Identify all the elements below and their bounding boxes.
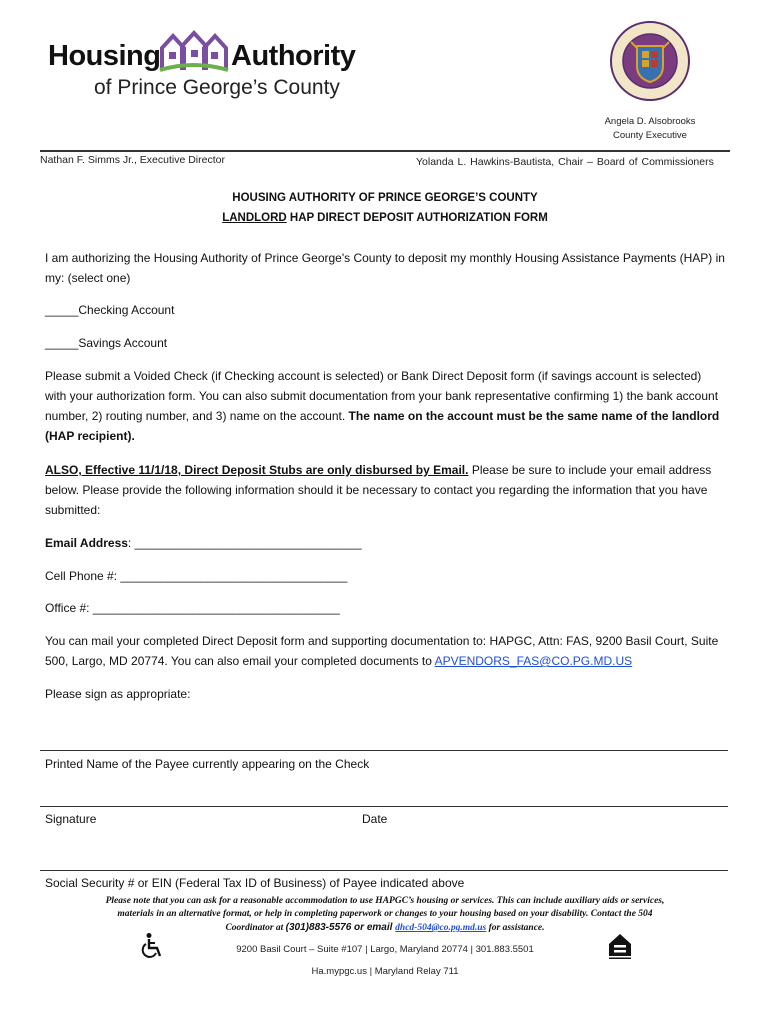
board-chair: Yolanda L. Hawkins-Bautista, Chair – Board of Commissioners [416, 156, 714, 168]
executive-director: Nathan F. Simms Jr., Executive Director [40, 154, 225, 166]
signature-label: Signature [45, 812, 97, 826]
also-rest: Please be sure to include your email address below. Please provide the following information should it be necessary to contact you regarding the information that you have submitted: [45, 463, 712, 517]
voided-check-paragraph [45, 366, 725, 446]
also-paragraph [45, 460, 725, 520]
footer-site: Ha.mypgc.us | Maryland Relay 711 [311, 966, 459, 977]
signature-line [40, 806, 728, 807]
houses-logo-icon [158, 30, 230, 76]
ssn-line [40, 870, 728, 871]
mail-paragraph [45, 631, 725, 671]
notice-line-3b: for assistance. [486, 923, 545, 933]
sign-prompt: Please sign as appropriate: [45, 687, 191, 701]
form-title-line-1: HOUSING AUTHORITY OF PRINCE GEORGE’S COUNTY [232, 192, 538, 204]
footer-address: 9200 Basil Court – Suite #107 | Largo, Maryland 20774 | 301.883.5501 [236, 944, 534, 955]
dhcd-504-email-link[interactable]: dhcd-504@co.pg.md.us [395, 923, 487, 933]
logo-word-authority: Authority [231, 40, 356, 72]
logo-subtitle: of Prince George’s County [94, 76, 340, 99]
form-title-line-2 [0, 208, 770, 228]
notice-phone: (301)883-5576 or email [285, 922, 396, 933]
notice-line-2: materials in an alternative format, or help in completing paperwork or changes to your housing based on your disability. Contact the 504 [117, 909, 653, 919]
notice-line-1: Please note that you can ask for a reasonable accommodation to use HAPGC’s housing or services. This can include auxiliary aids or services, [105, 896, 665, 906]
also-bold: ALSO, Effective 11/1/18, Direct Deposit Stubs are only disbursed by Email. [45, 463, 469, 477]
apvendors-email-link[interactable]: APVENDORS_FAS@CO.PG.MD.US [434, 654, 633, 668]
county-executive-title: County Executive [613, 130, 687, 141]
date-label: Date [362, 812, 388, 826]
title-rest: HAP DIRECT DEPOSIT AUTHORIZATION FORM [286, 212, 548, 224]
intro-paragraph: I am authorizing the Housing Authority of Prince George's County to deposit my monthly Housing Assistance Payments (HAP) in my: (select one) [45, 251, 725, 285]
county-executive-name: Angela D. Alsobrooks [604, 116, 696, 127]
cell-phone-field[interactable]: Cell Phone #: __________________________________ [45, 569, 348, 583]
title-landlord: LANDLORD [222, 212, 287, 224]
voided-check-text: Please submit a Voided Check (if Checking account is selected) or Bank Direct Deposit form (if savings account is selected) with your authorization form. You can also submit documentation from your bank representative confirming 1) the bank account number, 2) routing number, and 3) name on the account. [45, 369, 719, 423]
county-seal-icon [609, 20, 691, 102]
printed-name-label: Printed Name of the Payee currently appearing on the Check [45, 757, 370, 771]
form-title [0, 188, 770, 228]
accommodation-notice [40, 895, 730, 935]
notice-line-3a: Coordinator at [225, 923, 286, 933]
email-label: Email Address [45, 536, 128, 550]
header-divider [40, 150, 730, 152]
ssn-label: Social Security # or EIN (Federal Tax ID of Business) of Payee indicated above [45, 876, 465, 890]
savings-account-option[interactable]: _____Savings Account [45, 336, 168, 350]
office-phone-field[interactable]: Office #: _____________________________________ [45, 601, 340, 615]
checking-account-option[interactable]: _____Checking Account [45, 303, 175, 317]
email-field[interactable] [45, 533, 725, 553]
voided-check-bold: The name on the account must be the same name of the landlord (HAP recipient). [45, 409, 720, 443]
mail-text: You can mail your completed Direct Deposit form and supporting documentation to: HAPGC, Attn: FAS, 9200 Basil Court, Suite 500, Largo, MD 20774. You can also email your completed documents to [45, 634, 719, 668]
county-executive [560, 115, 740, 143]
printed-name-line [40, 750, 728, 751]
logo-word-housing: Housing [48, 40, 161, 72]
email-line: : __________________________________ [127, 536, 362, 550]
